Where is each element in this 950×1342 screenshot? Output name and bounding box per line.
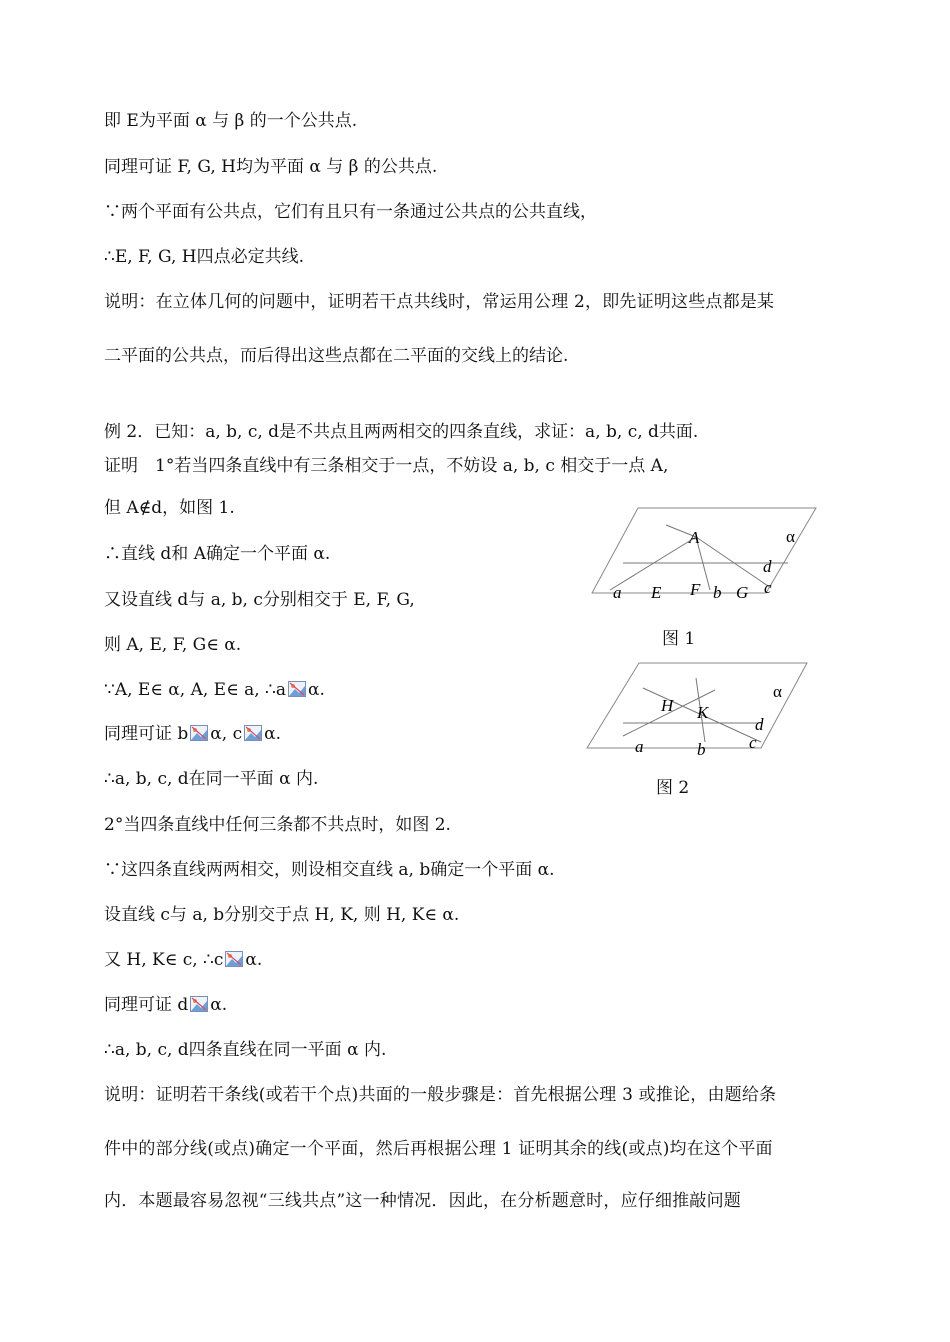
text-segment: 同理可证 b bbox=[104, 724, 189, 744]
text-line bbox=[104, 949, 262, 971]
text-line: 则 A, E, F, G∈ α. bbox=[104, 635, 242, 655]
label-alpha: α bbox=[773, 682, 782, 701]
text-line: 同理可证 F, G, H均为平面 α 与 β 的公共点. bbox=[104, 157, 438, 177]
text-line bbox=[104, 994, 227, 1016]
text-line: 说明：证明若干条线(或若干个点)共面的一般步骤是：首先根据公理 3 或推论，由题给条 bbox=[104, 1085, 777, 1105]
text-segment: α. bbox=[210, 995, 228, 1015]
text-line: ∴直线 d和 A确定一个平面 α. bbox=[104, 544, 331, 564]
label-alpha: α bbox=[786, 527, 795, 546]
figure-1-caption: 图 1 bbox=[662, 629, 696, 649]
text-line: 说明：在立体几何的问题中，证明若干点共线时，常运用公理 2，即先证明这些点都是某 bbox=[104, 292, 775, 312]
label-H: H bbox=[661, 696, 674, 715]
text-line: ∵两个平面有公共点，它们有且只有一条通过公共点的公共直线， bbox=[104, 202, 597, 222]
text-line: 又设直线 d与 a, b, c分别相交于 E, F, G, bbox=[104, 590, 415, 610]
label-a: a bbox=[613, 583, 622, 602]
text-line: 即 E为平面 α 与 β 的一个公共点. bbox=[104, 111, 358, 131]
text-line: 内．本题最容易忽视“三线共点”这一种情况．因此，在分析题意时，应仔细推敲问题 bbox=[104, 1191, 741, 1211]
text-line: 2°当四条直线中任何三条都不共点时，如图 2. bbox=[104, 815, 451, 835]
label-d: d bbox=[763, 557, 772, 576]
label-E: E bbox=[651, 583, 662, 602]
figure-2-caption: 图 2 bbox=[656, 778, 690, 798]
text-segment: 同理可证 d bbox=[104, 995, 189, 1015]
label-b: b bbox=[713, 583, 722, 602]
text-line: ∵这四条直线两两相交，则设相交直线 a, b确定一个平面 α. bbox=[104, 860, 555, 880]
label-d: d bbox=[755, 715, 764, 734]
broken-image-icon bbox=[225, 951, 243, 967]
example-heading: 例 2．已知：a, b, c, d是不共点且两两相交的四条直线，求证：a, b, c, d共面. bbox=[104, 422, 699, 442]
text-line: 设直线 c与 a, b分别交于点 H, K, 则 H, K∈ α. bbox=[104, 905, 460, 925]
label-a: a bbox=[635, 737, 644, 756]
label-b: b bbox=[697, 740, 706, 759]
text-line bbox=[104, 679, 325, 701]
text-segment: c bbox=[232, 724, 243, 744]
broken-image-icon bbox=[288, 681, 306, 697]
text-line: ∴a, b, c, d四条直线在同一平面 α 内. bbox=[104, 1040, 387, 1060]
text-line bbox=[104, 723, 281, 745]
text-line: 二平面的公共点，而后得出这些点都在二平面的交线上的结论. bbox=[104, 346, 569, 366]
text-segment: α, bbox=[210, 724, 228, 744]
label-F: F bbox=[690, 580, 701, 599]
text-segment: α. bbox=[245, 950, 263, 970]
text-line: 件中的部分线(或点)确定一个平面，然后再根据公理 1 证明其余的线(或点)均在这个平面 bbox=[104, 1139, 773, 1159]
text-segment: 又 H, K∈ c, ∴c bbox=[104, 950, 224, 970]
figure-2 bbox=[583, 660, 811, 760]
text-line: 证明 1°若当四条直线中有三条相交于一点，不妨设 a, b, c 相交于一点 A, bbox=[104, 456, 669, 476]
text-line: 但 A∉d，如图 1. bbox=[104, 498, 235, 518]
text-line: ∴a, b, c, d在同一平面 α 内. bbox=[104, 769, 319, 789]
text-segment: α. bbox=[264, 724, 282, 744]
label-G: G bbox=[736, 583, 749, 602]
figure-1 bbox=[588, 505, 824, 615]
text-line: ∴E, F, G, H四点必定共线. bbox=[104, 247, 304, 267]
label-c: c bbox=[764, 578, 772, 597]
label-K: K bbox=[697, 703, 709, 722]
label-c: c bbox=[749, 733, 757, 752]
text-segment: α. bbox=[307, 680, 325, 700]
text-segment: ∵A, E∈ α, A, E∈ a, ∴a bbox=[104, 680, 286, 700]
label-A: A bbox=[689, 528, 700, 547]
broken-image-icon bbox=[190, 725, 208, 741]
broken-image-icon bbox=[244, 725, 262, 741]
broken-image-icon bbox=[190, 996, 208, 1012]
